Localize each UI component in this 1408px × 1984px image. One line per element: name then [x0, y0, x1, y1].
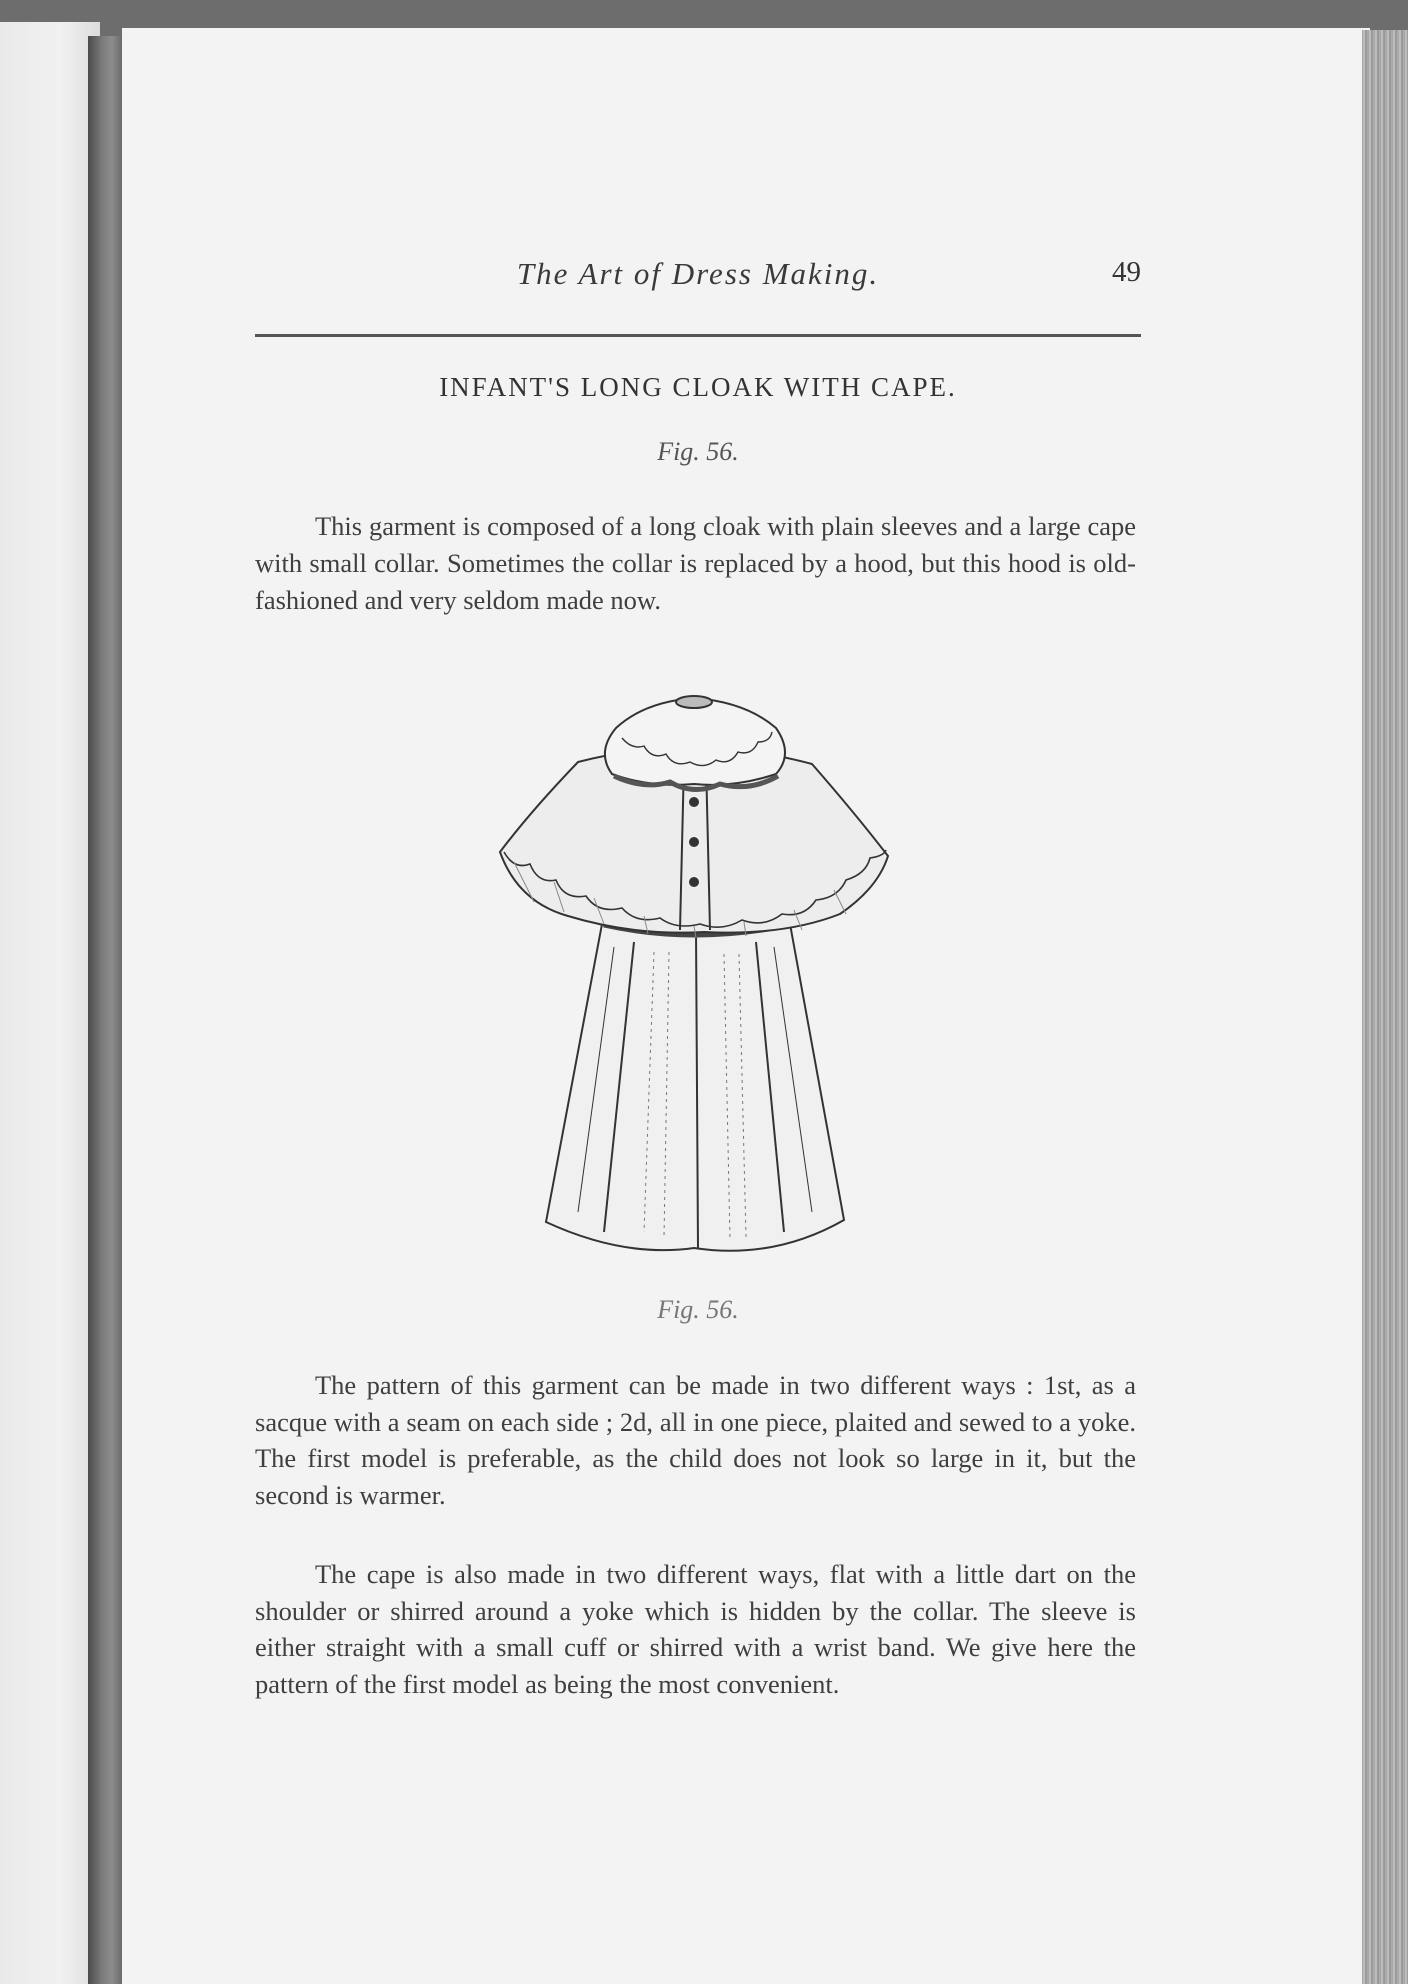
cloak-illustration: [494, 692, 894, 1282]
infant-cloak-icon: [494, 692, 894, 1282]
page-stack-edge: [1362, 30, 1408, 1984]
section-title: INFANT'S LONG CLOAK WITH CAPE.: [439, 372, 957, 402]
page-number: 49: [1112, 256, 1141, 288]
running-title: The Art of Dress Making.: [516, 256, 880, 291]
book-spine: [88, 36, 122, 1984]
header-rule: [255, 334, 1141, 337]
paragraph-pattern: The pattern of this garment can be made in two different ways : 1st, as a sacque with a seam on each side ; 2d, all in one piece, plaited and sewed to a yoke. The first model is preferable, as the child does not look so large in it, but the second is warmer.: [255, 1370, 1136, 1510]
facing-page-edge: [0, 22, 100, 1984]
paragraph-intro: This garment is composed of a long cloak with plain sleeves and a large cape with small collar. Sometimes the collar is replaced by a hood, but this hood is old-fashioned and very seldom made now.: [255, 511, 1136, 615]
figure-caption: Fig. 56.: [657, 1295, 739, 1324]
figure-reference: Fig. 56.: [657, 437, 739, 466]
paragraph-cape: The cape is also made in two different ways, flat with a little dart on the shoulder or shirred around a yoke which is hidden by the collar. The sleeve is either straight with a small cuff or shirred with a wrist band. We give here the pattern of the first model as being the most convenient.: [255, 1559, 1136, 1699]
running-header: [255, 250, 1141, 310]
